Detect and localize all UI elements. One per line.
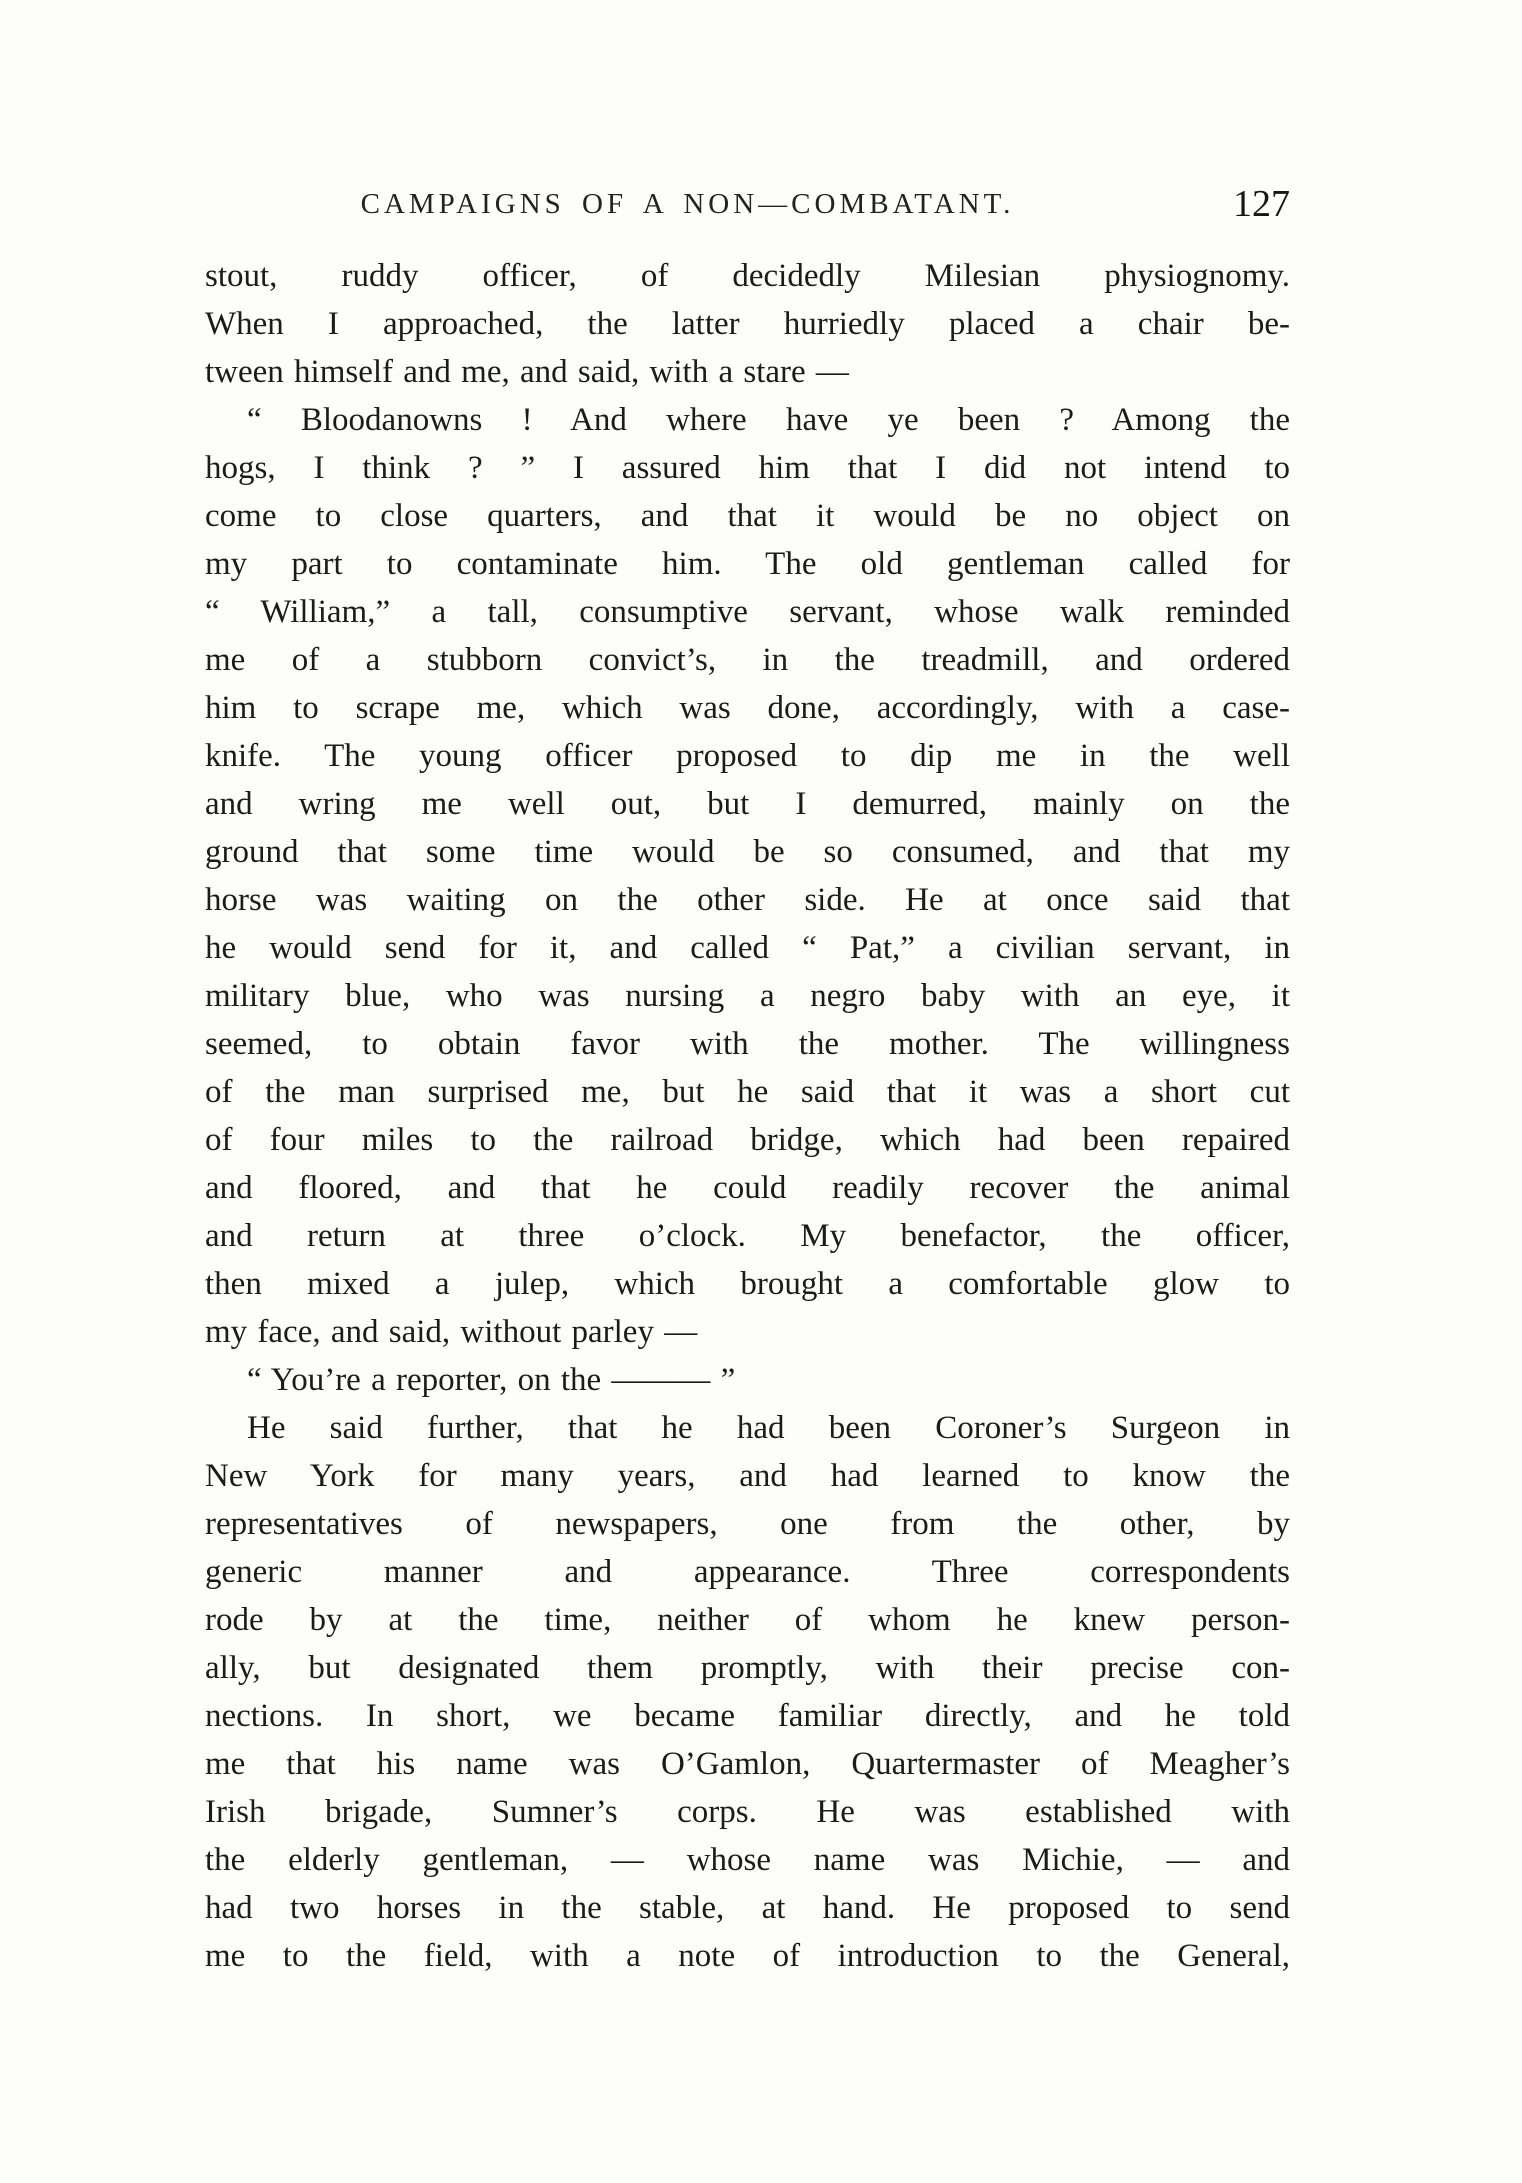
text-line: military blue, who was nursing a negro baby with an eye, it: [205, 978, 1290, 1014]
text-line: seemed, to obtain favor with the mother. The willingness: [205, 1026, 1290, 1062]
text-line: rode by at the time, neither of whom he knew person-: [205, 1602, 1290, 1638]
text-line: him to scrape me, which was done, accordingly, with a case-: [205, 690, 1290, 726]
text-line: and floored, and that he could readily recover the animal: [205, 1170, 1290, 1206]
page-number: 127: [1233, 183, 1290, 225]
text-line: “ You’re a reporter, on the ——— ”: [247, 1362, 736, 1398]
text-line: horse was waiting on the other side. He at once said that: [205, 882, 1290, 918]
text-line: New York for many years, and had learned to know the: [205, 1458, 1290, 1494]
text-line: He said further, that he had been Coroner’s Surgeon in: [247, 1410, 1290, 1446]
text-line: representatives of newspapers, one from the other, by: [205, 1506, 1290, 1542]
text-line: tween himself and me, and said, with a stare —: [205, 354, 849, 390]
text-line: me to the field, with a note of introduction to the General,: [205, 1938, 1290, 1974]
text-line: “ William,” a tall, consumptive servant, whose walk reminded: [205, 594, 1290, 630]
text-line: he would send for it, and called “ Pat,” a civilian servant, in: [205, 930, 1290, 966]
text-line: ally, but designated them promptly, with their precise con-: [205, 1650, 1290, 1686]
text-line: stout, ruddy officer, of decidedly Milesian physiognomy.: [205, 258, 1290, 294]
page-body: [205, 252, 1290, 1980]
text-line: of the man surprised me, but he said that it was a short cut: [205, 1074, 1290, 1110]
page-header: [205, 182, 1290, 232]
text-line: knife. The young officer proposed to dip me in the well: [205, 738, 1290, 774]
running-title: CAMPAIGNS OF A NON—COMBATANT.: [360, 188, 1015, 220]
paragraph: [205, 1356, 1290, 1404]
paragraph: [205, 396, 1290, 1356]
text-line: When I approached, the latter hurriedly placed a chair be-: [205, 306, 1290, 342]
text-line: me of a stubborn convict’s, in the treadmill, and ordered: [205, 642, 1290, 678]
text-line: nections. In short, we became familiar directly, and he told: [205, 1698, 1290, 1734]
text-line: my face, and said, without parley —: [205, 1314, 698, 1350]
text-line: then mixed a julep, which brought a comfortable glow to: [205, 1266, 1290, 1302]
text-line: hogs, I think ? ” I assured him that I did not intend to: [205, 450, 1290, 486]
text-line: come to close quarters, and that it would be no object on: [205, 498, 1290, 534]
paragraph: [205, 1404, 1290, 1980]
text-line: “ Bloodanowns ! And where have ye been ? Among the: [247, 402, 1290, 438]
text-line: and return at three o’clock. My benefactor, the officer,: [205, 1218, 1290, 1254]
text-line: generic manner and appearance. Three correspondents: [205, 1554, 1290, 1590]
paragraph: [205, 252, 1290, 396]
text-line: ground that some time would be so consumed, and that my: [205, 834, 1290, 870]
text-line: my part to contaminate him. The old gentleman called for: [205, 546, 1290, 582]
text-line: me that his name was O’Gamlon, Quartermaster of Meagher’s: [205, 1746, 1290, 1782]
text-line: the elderly gentleman, — whose name was Michie, — and: [205, 1842, 1290, 1878]
text-line: of four miles to the railroad bridge, which had been repaired: [205, 1122, 1290, 1158]
text-line: had two horses in the stable, at hand. He proposed to send: [205, 1890, 1290, 1926]
text-line: Irish brigade, Sumner’s corps. He was established with: [205, 1794, 1290, 1830]
text-line: and wring me well out, but I demurred, mainly on the: [205, 786, 1290, 822]
